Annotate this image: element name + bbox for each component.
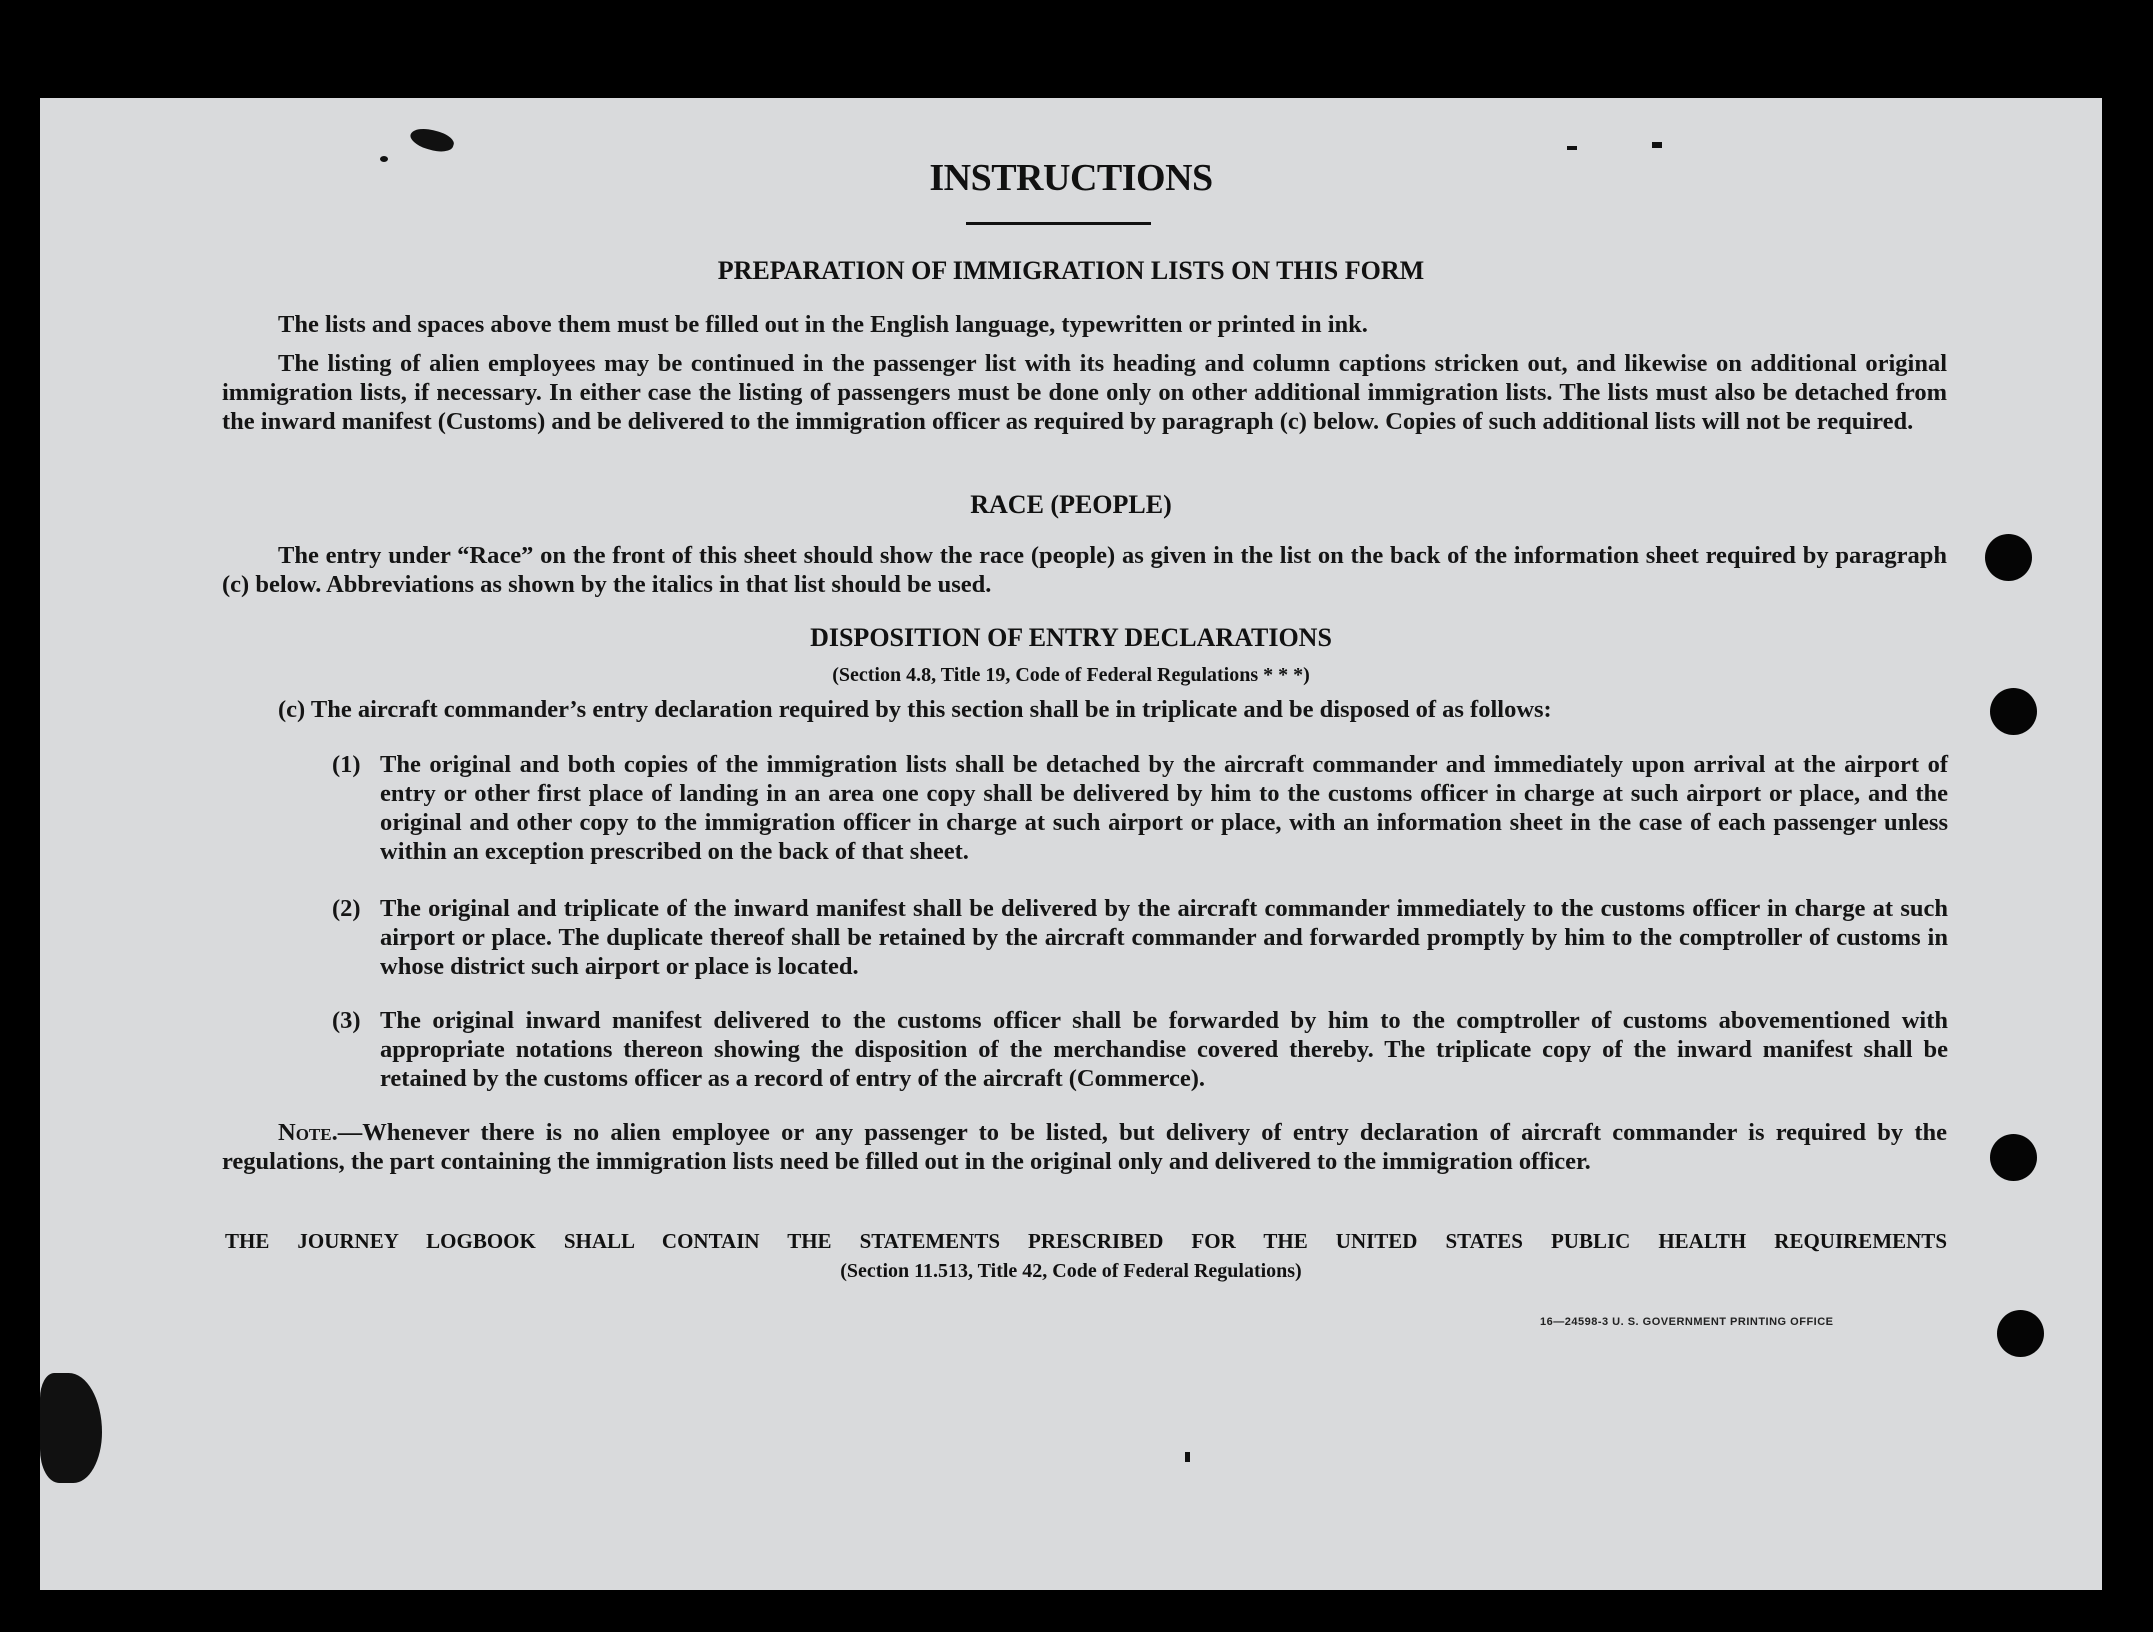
health-requirements-statement: THE JOURNEY LOGBOOK SHALL CONTAIN THE STATEMENTS PRESCRIBED FOR THE UNITED STATES PUBLIC HEALTH REQUIREMENTS (225, 1229, 1947, 1253)
list-item-text: The original inward manifest delivered to the customs officer shall be forwarded by him to the comptroller of customs abovementioned with appropriate notations thereon showing the disposition of the merchandise covered thereby. The triplicate copy of the inward manifest shall be retained by the customs officer as a record of entry of the aircraft (Commerce). (380, 1007, 1948, 1092)
list-item (332, 1006, 1948, 1093)
section-heading-race: RACE (PEOPLE) (970, 490, 1172, 519)
paragraph-language: The lists and spaces above them must be filled out in the English language, typewritten or printed in ink. (278, 311, 1368, 338)
section-heading-preparation: PREPARATION OF IMMIGRATION LISTS ON THIS FORM (717, 256, 1425, 285)
paragraph-alien-employees: The listing of alien employees may be continued in the passenger list with its heading and column captions stricken out, and likewise on additional original immigration lists, if necessary. In either case the listing of passengers must be done only on other additional immigration lists. The lists must also be detached from the inward manifest (Customs) and be delivered to the immigration officer as required by paragraph (c) below. Copies of such additional lists will not be required. (222, 350, 1947, 435)
list-item-number: (3) (332, 1007, 361, 1034)
paragraph-c-lead: (c) The aircraft commander’s entry declaration required by this section shall be in triplicate and be disposed of as follows: (278, 696, 1552, 723)
paragraph-race: The entry under “Race” on the front of this sheet should show the race (people) as given in the list on the back of the information sheet required by paragraph (c) below. Abbreviations as shown by the italics in that list should be used. (222, 542, 1947, 598)
ink-blot (1185, 1452, 1190, 1462)
printer-imprint: 16—24598-3 U. S. GOVERNMENT PRINTING OFFICE (1540, 1316, 1834, 1328)
list-item (332, 894, 1948, 981)
page-title: INSTRUCTIONS (929, 157, 1213, 199)
ink-blot (1567, 146, 1577, 150)
list-item-text: The original and both copies of the immigration lists shall be detached by the aircraft commander and immediately upon arrival at the airport of entry or other first place of landing in an area one copy shall be delivered by him to the customs officer in charge at such airport or place, and the original and other copy to the immigration officer in charge at such airport or place, with an information sheet in the case of each passenger unless within an exception prescribed on the back of that sheet. (380, 751, 1948, 865)
health-requirements-citation: (Section 11.513, Title 42, Code of Federal Regulations) (840, 1260, 1302, 1282)
ink-blot (1652, 142, 1662, 148)
punch-hole (1997, 1310, 2044, 1357)
punch-hole (1985, 534, 2032, 581)
document-page (40, 98, 2102, 1590)
torn-edge (40, 1373, 102, 1483)
list-item-number: (1) (332, 751, 361, 778)
section-heading-disposition: DISPOSITION OF ENTRY DECLARATIONS (810, 623, 1332, 652)
title-underline (966, 222, 1151, 225)
note-label: Note. (278, 1119, 338, 1146)
list-item-text: The original and triplicate of the inward manifest shall be delivered by the aircraft commander immediately to the customs officer in charge at such airport or place. The duplicate thereof shall be retained by the aircraft commander and forwarded promptly by him to the comptroller of customs in whose district such airport or place is located. (380, 895, 1948, 980)
punch-hole (1990, 1134, 2037, 1181)
note-paragraph (222, 1118, 1947, 1176)
punch-hole (1990, 688, 2037, 735)
ink-blot (408, 124, 456, 157)
list-item (332, 750, 1948, 866)
note-text: —Whenever there is no alien employee or any passenger to be listed, but delivery of entry declaration of aircraft commander is required by the regulations, the part containing the immigration lists need be filled out in the original only and delivered to the immigration officer. (222, 1119, 1947, 1175)
section-citation: (Section 4.8, Title 19, Code of Federal Regulations * * *) (832, 664, 1310, 686)
list-item-number: (2) (332, 895, 361, 922)
